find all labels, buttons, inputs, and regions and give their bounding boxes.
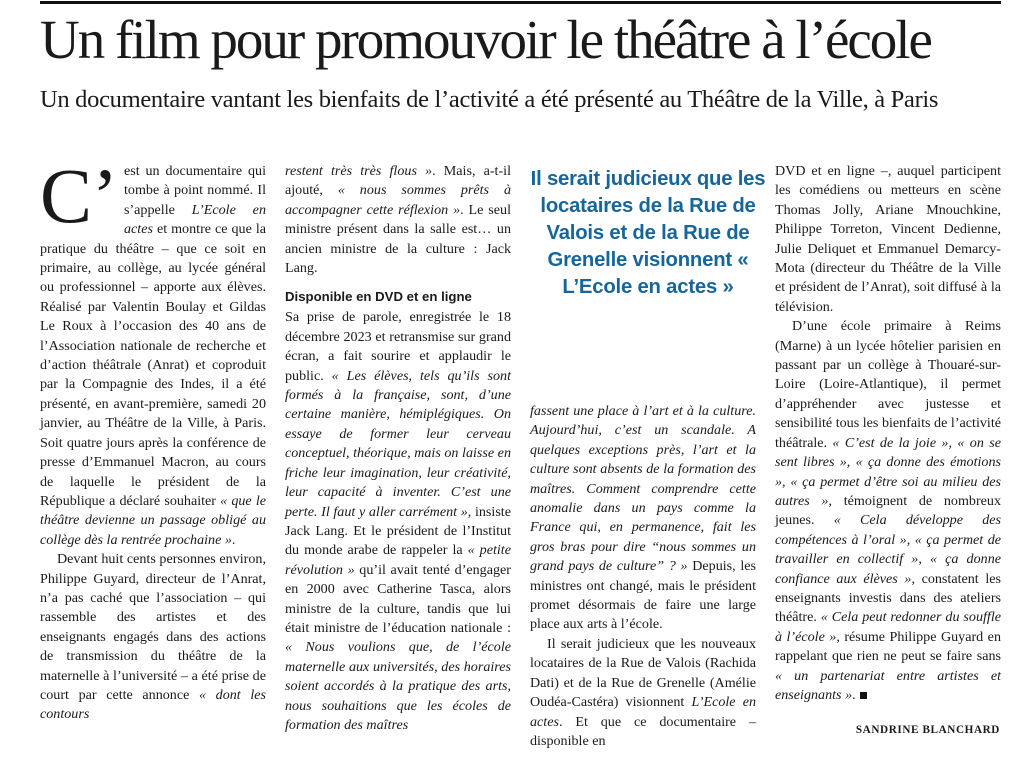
paragraph-5	[775, 317, 1001, 705]
paragraph-4-start: Il serait judicieux que les nouveaux locataires de la Rue de Valois (Rachida Dati) et de la Rue de Grenelle (Amélie Oudéa-Castéra) visionnent L’Ecole en actes. Et que ce documentaire – disponible en	[530, 635, 756, 749]
paragraph-3-end: fassent une place à l’art et à la culture. Aujourd’hui, c’est un scandale. A quelques exceptions près, l’art et la culture sont absents de la formation des maîtres. Comment comprendre cette anomalie dans un pays comme la France qui, en permanence, fait les gros bras pour dire “nous sommes un grand pays de culture” ? » Depuis, les ministres ont changé, mais le président promet désormais de faire une large place aux arts à l’école.	[530, 403, 756, 633]
top-rule	[40, 1, 1001, 4]
article-subtitle: Un documentaire vantant les bienfaits de l’activité a été présenté au Théâtre de la Ville, à Paris	[40, 86, 939, 113]
paragraph-5-text: D’une école primaire à Reims (Marne) à un lycée hôtelier parisien en passant par un collège à Thouaré-sur-Loire (Loire-Atlantique), il permet d’appréhender avec justesse et sensibilité tous les bienfaits de l’activité théâtrale. « C’est de la joie », « on se sent libres », « ça donne des émotions », « ça permet d’être soi au milieu des autres », témoignent de nombreux jeunes. « Cela développe des compétences à l’oral », « ça permet de travailler en collectif », « ça donne confiance aux élèves », constatent les enseignants investis dans des ateliers théâtre. « Cela peut redonner du souffle à l’école », résume Philippe Guyard en rappelant que rien ne peut se faire sans « un partenariat entre artistes et enseignants ».	[775, 318, 1001, 703]
column-1	[40, 152, 266, 725]
article-title: Un film pour promouvoir le théâtre à l’école	[40, 9, 931, 70]
paragraph-1-text: est un documentaire qui tombe à point nommé. Il s’appelle L’Ecole en actes et montre ce que la pratique du théâtre – que ce soit en primaire, au collège, au lycée général ou professionnel – apporte aux élèves. Réalisé par Valentin Boulay et Gildas Le Roux à l’occasion des 40 ans de l’Association nationale de recherche et d’action théâtrale (Anrat) et coproduit par la Compagnie des Indes, il a été présenté, en avant-première, samedi 20 janvier, au Théâtre de la Ville, à Paris. Soit quatre jours après la conférence de presse d’Emmanuel Macron, au cours de laquelle le président de la République a déclaré souhaiter « que le théâtre devienne un passage obligé au collège dès la rentrée prochaine ».	[40, 163, 266, 548]
column-3	[530, 402, 756, 751]
pull-quote: Il serait judicieux que les locataires de la Rue de Valois et de la Rue de Grenelle visionnent « L’Ecole en actes »	[530, 168, 766, 298]
paragraph-1	[40, 152, 266, 550]
end-mark-icon	[860, 692, 867, 699]
subhead: Disponible en DVD et en ligne	[285, 289, 472, 305]
column-4	[775, 162, 1001, 705]
column-2	[285, 162, 511, 735]
paragraph-4-end: DVD et en ligne –, auquel participent les comédiens ou metteurs en scène Thomas Jolly, Ariane Mnouchkine, Philippe Torreton, Vincent Dedienne, Julie Deliquet et Emmanuel Demarcy-Mota (directeur du Théâtre de la Ville et président de l’Anrat), soit diffusé à la télévision.	[775, 163, 1001, 315]
byline: SANDRINE BLANCHARD	[855, 724, 1000, 736]
drop-cap: C’	[40, 152, 118, 239]
paragraph-2-start: Devant huit cents personnes environ, Philippe Guyard, directeur de l’Anrat, n’a pas caché que l’association – qui rassemble des artistes et des enseignants engagés dans des actions de transmission du théâtre de la maternelle à l’université – a été prise de court par cette annonce « dont les contours	[40, 551, 266, 723]
paragraph-3-start: Sa prise de parole, enregistrée le 18 décembre 2023 et retransmise sur grand écran, a fait sourire et applaudir le public. « Les élèves, tels qu’ils sont formés à la française, sont, d’une certaine manière, hémiplégiques. On essaye de former leur cerveau conceptuel, théorique, mais on laisse en friche leur imagination, leur créativité, leur capacité à inventer. C’est une perte. Il faut y aller carrément », insiste Jack Lang. Et le président de l’Institut du monde arabe de rappeler la « petite révolution » qu’il avait tenté d’engager en 2000 avec Catherine Tasca, alors ministre de la culture, tandis que lui était ministre de l’éducation nationale : « Nous voulions que, de l’école maternelle aux universités, des horaires soient accordés à la pratique des arts, nous souhaitions que les écoles de formation des maîtres	[285, 309, 511, 733]
paragraph-2-end: restent très très flous ». Mais, a-t-il ajouté, « nous sommes prêts à accompagner cette réflexion ». Le seul ministre présent dans la salle est… un ancien ministre de la culture : Jack Lang.	[285, 163, 511, 277]
